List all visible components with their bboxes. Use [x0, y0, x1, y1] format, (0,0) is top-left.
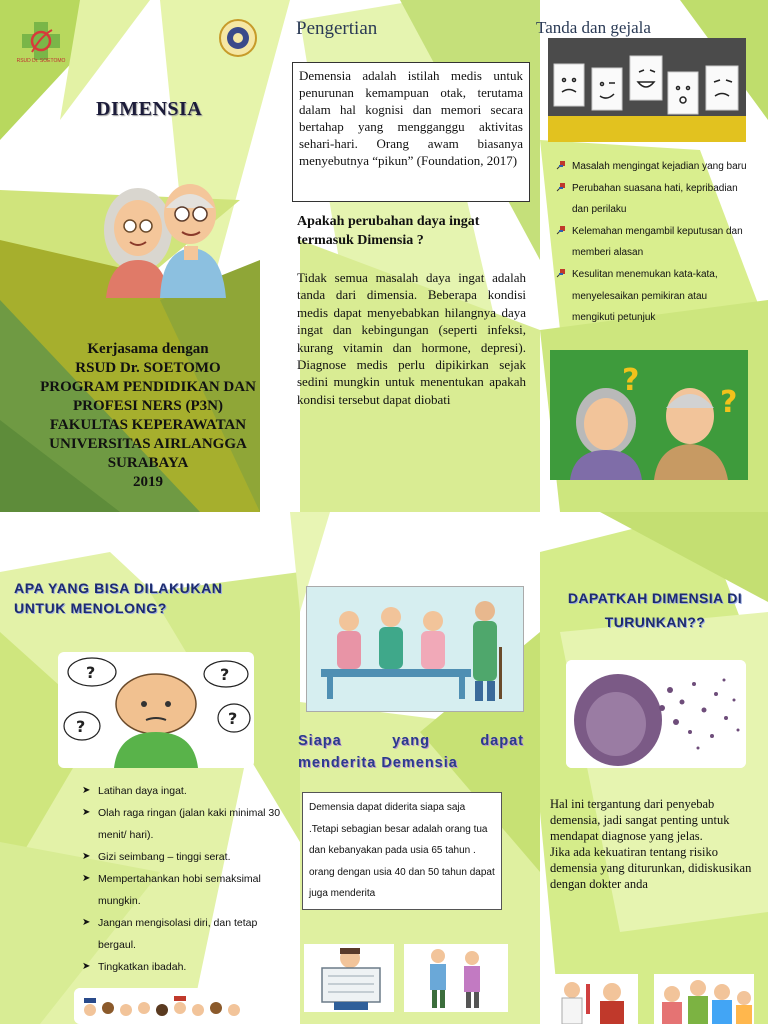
- list-item: [82, 802, 288, 846]
- collab-line: PROFESI NERS (P3N): [72, 398, 223, 414]
- tip-text: Latihan daya ingat.: [98, 785, 187, 797]
- turunan-title: [548, 586, 762, 634]
- turunan-title-line: TURUNKAN??: [604, 614, 706, 630]
- siapa-title: [298, 730, 524, 774]
- thinking-man-illustration: [58, 652, 254, 768]
- list-item: [556, 178, 752, 221]
- question-answer: Tidak semua masalah daya ingat adalah tanda dari dimensia. Beberapa kondisi medis dapat menyebabkan hilangnya daya ingat dan kebingungan (seperti infeksi, kurang vitamin dan hormone, depresi). Diagnose medis perlu dipikirkan sejak sedini mungkin untuk menentukan apakah kondisi tersebut dapat diobati: [297, 270, 526, 407]
- elderly-walking-illustration: [404, 944, 508, 1012]
- svg-text:?: ?: [220, 665, 230, 684]
- arrow-right-icon: ➤: [82, 917, 91, 928]
- tip-text: Gizi seimbang – tinggi serat.: [98, 851, 231, 863]
- emotion-faces-icon: [548, 38, 746, 142]
- family-illustration: [654, 974, 754, 1024]
- pushpin-icon: [556, 268, 566, 278]
- tip-text: Olah raga ringan (jalan kaki minimal 30 menit/ hari).: [98, 807, 281, 841]
- siapa-box: Demensia dapat diderita siapa saja .Tetapi sebagian besar adalah orang tua dan kebanyakan pada usia 65 tahun . orang dengan usia 40 dan 50 tahun dapat juga menderita: [302, 792, 502, 910]
- list-item: [82, 868, 288, 912]
- collab-line: PROGRAM PENDIDIKAN DAN: [40, 379, 256, 395]
- fading-head-illustration: [566, 660, 746, 768]
- collab-line: Kerjasama dengan: [87, 341, 209, 357]
- tip-text: Jangan mengisolasi diri, dan tetap bergaul.: [98, 917, 258, 951]
- university-seal-icon: [218, 18, 258, 58]
- collab-line: RSUD Dr. SOETOMO: [75, 360, 221, 376]
- turunan-body: [550, 796, 764, 892]
- pushpin-icon: [556, 182, 566, 192]
- svg-text:?: ?: [86, 663, 96, 682]
- crowd-illustration: [74, 988, 252, 1024]
- logo-caption: RSUD Dr. SOETOMO: [16, 58, 66, 64]
- collab-line: FAKULTAS KEPERAWATAN: [49, 417, 247, 433]
- man-reading-newspaper-illustration: [304, 944, 394, 1012]
- svg-text:?: ?: [228, 709, 238, 728]
- arrow-right-icon: ➤: [82, 961, 91, 972]
- elderly-couple-illustration: [96, 168, 230, 298]
- list-item: [556, 264, 752, 329]
- elderly-group-illustration: [306, 586, 524, 712]
- list-item: [82, 780, 288, 802]
- symptom-text: Perubahan suasana hati, kepribadian dan perilaku: [572, 182, 738, 216]
- help-title-line: APA YANG BISA DILAKUKAN: [14, 580, 223, 596]
- svg-text:?: ?: [76, 717, 86, 736]
- arrow-right-icon: ➤: [82, 851, 91, 862]
- help-tips-list: [82, 780, 288, 978]
- turunan-title-line: DAPATKAH DIMENSIA DI: [567, 590, 743, 606]
- list-item: [82, 912, 288, 956]
- collaboration-block: [28, 340, 268, 492]
- symptom-text: Masalah mengingat kejadian yang baru: [572, 161, 747, 172]
- arrow-right-icon: ➤: [82, 807, 91, 818]
- list-item: [82, 956, 288, 978]
- emotion-faces-photo: [548, 38, 746, 142]
- fading-head-icon: [566, 660, 746, 768]
- siapa-title-line: menderita Demensia: [298, 755, 458, 771]
- confused-couple-icon: [550, 350, 748, 480]
- brochure-inside: [0, 512, 768, 1024]
- tip-text: Mempertahankan hobi semaksimal mungkin.: [98, 873, 261, 907]
- question-heading: Apakah perubahan daya ingat termasuk Dimensia ?: [297, 214, 480, 248]
- turunan-paragraph: Jika ada kekuatiran tentang risiko demensia yang diturunkan, didiskusikan dengan dokter anda: [550, 845, 752, 891]
- arrow-right-icon: ➤: [82, 785, 91, 796]
- siapa-title-word: yang: [392, 733, 430, 749]
- arrow-right-icon: ➤: [82, 873, 91, 884]
- svg-text:?: ?: [622, 363, 640, 398]
- help-title-line: UNTUK MENOLONG?: [14, 600, 167, 616]
- tanda-title: Tanda dan gejala: [536, 18, 651, 37]
- collab-line: 2019: [133, 474, 163, 490]
- list-item: [82, 846, 288, 868]
- elderly-group-icon: [307, 587, 523, 711]
- siapa-title-word: dapat: [480, 733, 524, 749]
- definition-box: Demensia adalah istilah medis untuk penurunan kemampuan otak, terutama dalam hal kognisi dan memori secara bertahap yang mengganggu aktivitas sehari-hari. Orang awam biasanya menyebutnya “pikun” (Foundation, 2017): [292, 62, 530, 202]
- pengertian-title: Pengertian: [296, 18, 378, 39]
- symptom-text: Kelemahan mengambil keputusan dan memberi alasan: [572, 225, 743, 259]
- confused-elderly-illustration: [550, 350, 748, 480]
- doctor-patient-illustration: [550, 974, 638, 1024]
- help-title: [14, 578, 274, 618]
- symptom-text: Kesulitan menemukan kata-kata, menyelesaikan pemikiran atau mengikuti petunjuk: [572, 268, 718, 324]
- svg-text:?: ?: [720, 385, 738, 420]
- brochure-title: DIMENSIA: [96, 98, 203, 120]
- siapa-title-word: Siapa: [298, 733, 342, 749]
- turunan-paragraph: Hal ini tergantung dari penyebab demensia, jadi sangat penting untuk mendapat diagnose yang jelas.: [550, 797, 730, 843]
- symptoms-list: [556, 156, 752, 329]
- collab-line: UNIVERSITAS AIRLANGGA: [49, 436, 247, 452]
- pushpin-icon: [556, 225, 566, 235]
- pushpin-icon: [556, 160, 566, 170]
- siapa-title-row: [298, 730, 524, 752]
- tip-text: Tingkatkan ibadah.: [98, 961, 187, 973]
- collab-line: SURABAYA: [107, 455, 189, 471]
- list-item: [556, 221, 752, 264]
- list-item: [556, 156, 752, 178]
